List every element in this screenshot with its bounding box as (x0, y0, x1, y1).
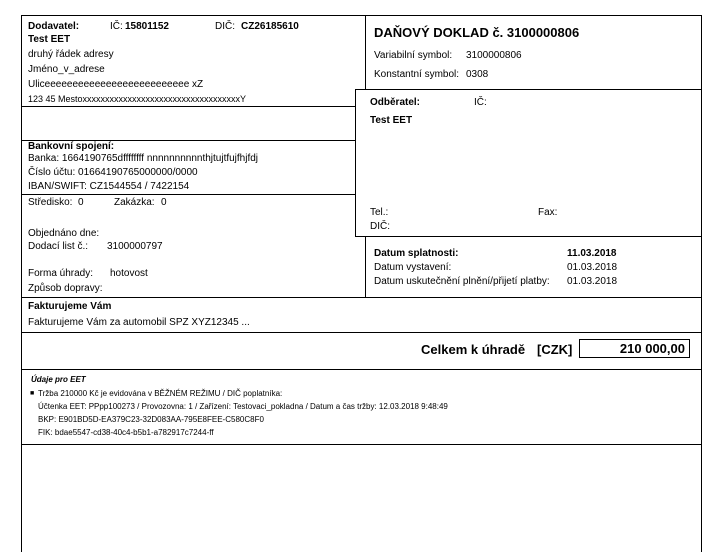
dates-divider (365, 236, 366, 298)
divider-header (365, 15, 366, 89)
frame-top (21, 15, 702, 16)
eet-bullet: ■ (30, 390, 35, 397)
supplier-dic-label: DIČ: (215, 21, 235, 32)
customer-tel-label: Tel.: (370, 207, 389, 218)
customer-ic-label: IČ: (474, 97, 487, 108)
delivery-value: 3100000797 (107, 241, 163, 252)
sep-eet (21, 444, 702, 445)
payment-label: Forma úhrady: (28, 268, 94, 279)
sep-invoicing (21, 297, 702, 298)
vs-label: Variabilní symbol: (374, 50, 453, 61)
document-title: DAŇOVÝ DOKLAD č. 3100000806 (374, 25, 580, 40)
taxable-value: 01.03.2018 (567, 276, 618, 287)
frame-left (21, 15, 22, 552)
customer-box-top (355, 89, 702, 90)
bank-line: Banka: 1664190765dffffffff nnnnnnnnnnthjtujtfujfhjfdj (28, 153, 259, 164)
invoicing-text: Fakturujeme Vám za automobil SPZ XYZ12345 ... (28, 317, 250, 328)
total-value: 210 000,00 (619, 341, 685, 356)
customer-dic-label: DIČ: (370, 221, 390, 232)
issued-value: 01.03.2018 (567, 262, 618, 273)
customer-fax-label: Fax: (538, 207, 558, 218)
eet-title: Údaje pro EET (31, 375, 86, 384)
bank-title: Bankovní spojení: (28, 141, 115, 152)
issued-label: Datum vystavení: (374, 262, 452, 273)
sep-supplier (21, 106, 356, 107)
ks-value: 0308 (466, 69, 489, 80)
vs-value: 3100000806 (466, 50, 522, 61)
eet-line2: Účtenka EET: PPpp100273 / Provozovna: 1 / Zařízení: Testovaci_pokladna / Datum a čas tržby: 12.03.2018 9:48:49 (38, 402, 448, 411)
supplier-ic-value: 15801152 (125, 21, 169, 32)
center-label: Středisko: (28, 197, 73, 208)
supplier-name: Test EET (28, 34, 71, 45)
supplier-ic-label: IČ: (110, 21, 123, 32)
ks-label: Konstantní symbol: (374, 69, 460, 80)
eet-line4: FIK: bdae5547-cd38-40c4-b5b1-a782917c7244-ff (38, 428, 214, 437)
customer-label: Odběratel: (370, 97, 421, 108)
supplier-city: 123 45 MestoxxxxxxxxxxxxxxxxxxxxxxxxxxxxxxxxxxxY (28, 94, 247, 104)
delivery-label: Dodací list č.: (28, 241, 89, 252)
due-value: 11.03.2018 (567, 248, 617, 259)
customer-box-bottom (355, 236, 702, 237)
customer-name: Test EET (370, 115, 413, 126)
taxable-label: Datum uskutečnění plnění/přijetí platby: (374, 276, 550, 287)
transport-label: Způsob dopravy: (28, 283, 103, 294)
due-label: Datum splatnosti: (374, 248, 459, 259)
sep-total-bottom (21, 369, 702, 370)
order-label: Zakázka: (114, 197, 155, 208)
total-value-box (579, 339, 690, 358)
sep-info (21, 194, 356, 195)
sep-total (21, 332, 702, 333)
eet-line3: BKP: E901BD5D-EA379C23-32D083AA-795E8FEE-C580C8F0 (38, 415, 264, 424)
supplier-label: Dodavatel: (28, 21, 80, 32)
frame-right (701, 15, 702, 552)
supplier-address-name: Jméno_v_adrese (28, 64, 105, 75)
bank-iban: IBAN/SWIFT: CZ1544554 / 7422154 (28, 181, 190, 192)
bank-account: Číslo účtu: 01664190765000000/0000 (28, 167, 198, 178)
payment-value: hotovost (110, 268, 148, 279)
center-value: 0 (78, 197, 84, 208)
customer-box-left (355, 89, 356, 237)
order-value: 0 (161, 197, 167, 208)
supplier-street: Uliceeeeeeeeeeeeeeeeeeeeeeeeee xZ (28, 79, 204, 90)
eet-line1: Tržba 210000 Kč je evidována v BĚŽNÉM REŽIMU / DIČ poplatníka: (38, 389, 283, 398)
ordered-label: Objednáno dne: (28, 228, 100, 239)
total-currency: [CZK] (537, 342, 573, 357)
total-label: Celkem k úhradě (421, 342, 526, 357)
supplier-dic-value: CZ26185610 (241, 21, 299, 32)
invoicing-title: Fakturujeme Vám (28, 301, 112, 312)
supplier-address-line2: druhý řádek adresy (28, 49, 114, 60)
